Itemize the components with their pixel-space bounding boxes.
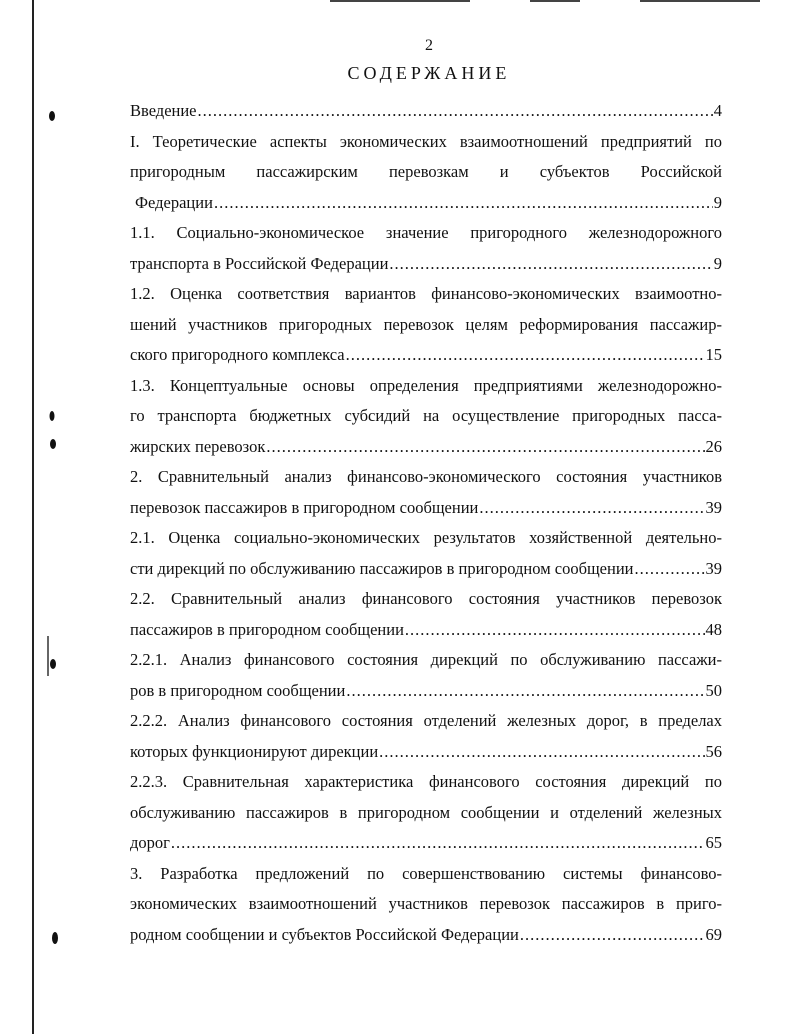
dot-leader — [171, 828, 705, 859]
hole-punch-mark — [50, 411, 55, 421]
toc-entry-text-line: 3. Разработка предложений по совершенствованию системы финансово- — [130, 863, 722, 883]
toc-entry-label: которых функционируют дирекции — [130, 741, 379, 761]
toc-page-number: 50 — [705, 680, 722, 700]
hole-punch-mark — [52, 932, 58, 944]
toc-entry-last-line — [130, 737, 722, 768]
dot-leader — [214, 188, 713, 219]
toc-page-number: 39 — [705, 497, 722, 517]
toc-list — [130, 96, 722, 950]
dot-leader — [198, 96, 713, 127]
toc-page-number: 15 — [705, 345, 722, 364]
toc-entry-text-line: 1.3. Концептуальные основы определения предприятиями железнодорожно- — [130, 375, 722, 395]
toc-entry-label: ров в пригородном сообщении — [130, 680, 346, 700]
toc-entry-last-line — [130, 249, 722, 280]
toc-entry — [130, 584, 722, 645]
toc-page-number: 9 — [713, 192, 722, 212]
toc-entry-last-line — [130, 676, 722, 707]
toc-page-number: 39 — [705, 558, 722, 578]
toc-entry-label: пассажиров в пригородном сообщении — [130, 619, 404, 639]
toc-entry-last-line — [130, 554, 722, 585]
toc-entry-text-line: экономических взаимоотношений участников перевозок пассажиров в приго- — [130, 894, 722, 913]
toc-entry — [130, 127, 722, 219]
toc-entry — [130, 371, 722, 463]
hole-punch-mark — [49, 111, 55, 121]
dot-leader — [405, 615, 705, 646]
toc-entry-text-line: го транспорта бюджетных субсидий на осуществление пригородных пасса- — [130, 406, 722, 425]
toc-entry — [130, 523, 722, 584]
dot-leader — [389, 249, 712, 280]
dot-leader — [266, 432, 704, 463]
dot-leader — [346, 340, 705, 371]
dot-leader — [346, 676, 704, 707]
toc-entry-text-line: I. Теоретические аспекты экономических взаимоотношений предприятий по — [130, 131, 722, 151]
dot-leader — [520, 920, 705, 951]
hole-punch-mark — [50, 659, 56, 669]
toc-entry-label: жирских перевозок — [130, 436, 266, 456]
toc-entry-text-line: 1.1. Социально-экономическое значение пригородного железнодорожного — [130, 223, 722, 242]
toc-entry-text-line: шений участников пригородных перевозок целям реформирования пассажир- — [130, 314, 722, 334]
toc-entry-last-line — [130, 188, 722, 219]
toc-page-number: 65 — [705, 833, 722, 852]
toc-entry-last-line — [130, 340, 722, 371]
toc-entry-last-line — [130, 432, 722, 463]
toc-entry — [130, 462, 722, 523]
toc-entry-label: дорог — [130, 833, 170, 852]
toc-entry-text-line: 2.2.2. Анализ финансового состояния отделений железных дорог, в пределах — [130, 711, 722, 730]
toc-entry-text-line: пригородным пассажирским перевозкам и субъектов Российской — [130, 162, 722, 181]
toc-title: СОДЕРЖАНИЕ — [347, 63, 511, 83]
toc-entry-text-line: 2.1. Оценка социально-экономических результатов хозяйственной деятельно- — [130, 528, 722, 547]
toc-entry-text-line: 2. Сравнительный анализ финансово-экономического состояния участников — [130, 467, 722, 486]
toc-entry — [130, 706, 722, 767]
toc-entry-text-line: обслуживанию пассажиров в пригородном сообщении и отделений железных — [130, 802, 722, 822]
toc-entry-last-line — [130, 920, 722, 951]
toc-entry — [130, 767, 722, 859]
toc-page-number: 4 — [713, 101, 722, 120]
dot-leader — [479, 493, 704, 524]
toc-entry — [130, 859, 722, 951]
toc-entry-label: сти дирекций по обслуживанию пассажиров в пригородном сообщении — [130, 558, 634, 578]
toc-entry-label: родном сообщении и субъектов Российской Федерации — [130, 924, 519, 944]
dot-leader — [379, 737, 704, 768]
toc-page-number: 48 — [705, 619, 722, 639]
toc-page-number: 9 — [713, 253, 722, 273]
document-page — [130, 38, 722, 950]
toc-entry-label: транспорта в Российской Федерации — [130, 253, 389, 273]
dot-leader — [635, 554, 705, 585]
toc-entry — [130, 279, 722, 371]
toc-entry-last-line — [130, 828, 722, 859]
toc-entry-last-line — [130, 96, 722, 127]
toc-entry-last-line — [130, 493, 722, 524]
page-number: 2 — [425, 37, 433, 54]
toc-entry-text-line: 2.2. Сравнительный анализ финансового состояния участников перевозок — [130, 589, 722, 608]
toc-entry-label: перевозок пассажиров в пригородном сообщении — [130, 497, 479, 517]
toc-entry-last-line — [130, 615, 722, 646]
toc-entry — [130, 218, 722, 279]
toc-entry — [130, 645, 722, 706]
toc-page-number: 69 — [705, 924, 722, 944]
hole-punch-mark — [50, 439, 56, 449]
toc-page-number: 26 — [705, 436, 722, 456]
toc-page-number: 56 — [705, 741, 722, 761]
toc-entry-text-line: 1.2. Оценка соответствия вариантов финансово-экономических взаимоотно- — [130, 284, 722, 303]
toc-entry — [130, 96, 722, 127]
toc-entry-text-line: 2.2.3. Сравнительная характеристика финансового состояния дирекций по — [130, 772, 722, 791]
toc-entry-text-line: 2.2.1. Анализ финансового состояния дирекций по обслуживанию пассажи- — [130, 650, 722, 669]
toc-entry-label: Введение — [130, 101, 197, 120]
toc-entry-label: Федерации — [135, 192, 213, 212]
toc-entry-label: ского пригородного комплекса — [130, 345, 345, 364]
